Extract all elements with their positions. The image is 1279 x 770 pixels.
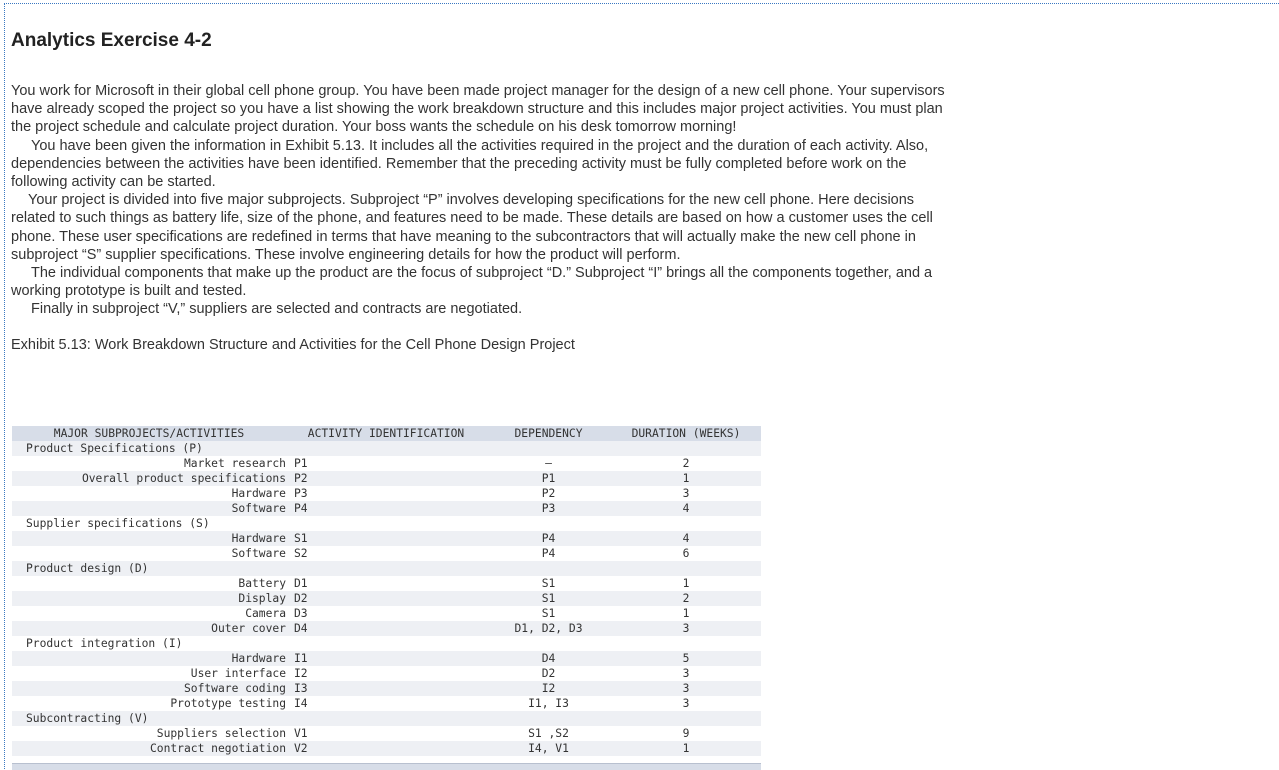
activity-dependency: D4: [486, 651, 611, 666]
subproject-label: Product integration (I): [26, 637, 183, 650]
paragraph: The individual components that make up the product are the focus of subproject “D.” Subproject “I” brings all the components together, and a working prototype is built and tested.: [11, 265, 933, 300]
activity-name: Hardware: [231, 487, 286, 500]
activity-duration: 3: [611, 621, 761, 636]
activity-dependency: S1: [541, 607, 556, 620]
activity-row: [12, 576, 761, 591]
activity-dependency: S1: [486, 591, 611, 606]
paragraph: You have been given the information in Exhibit 5.13. It includes all the activities required in the project and the duration of each activity. Also, dependencies between the activities have been identified. Remember that the preceding activity must be fully completed before work on the following activity can be started.: [11, 137, 929, 191]
activity-dependency: D2: [541, 667, 556, 680]
activity-name: User interface: [190, 667, 286, 680]
activity-id: S1: [286, 531, 486, 546]
activity-duration: 2: [682, 457, 690, 470]
activity-duration: 2: [611, 591, 761, 606]
activity-name: Overall product specifications: [12, 471, 286, 486]
wbs-table: [12, 426, 761, 756]
activity-dependency: P4: [486, 531, 611, 546]
activity-dependency: —: [545, 457, 552, 470]
activity-id: V1: [294, 727, 308, 740]
activity-id: P2: [286, 471, 486, 486]
activity-dependency: P4: [541, 547, 556, 560]
activity-name: Software coding: [12, 681, 286, 696]
activity-row: [12, 501, 761, 516]
subproject-row: [12, 561, 761, 576]
activity-id: D2: [286, 591, 486, 606]
exhibit-title: Exhibit 5.13: Work Breakdown Structure and Activities for the Cell Phone Design Project: [11, 336, 575, 353]
exercise-content: [11, 30, 951, 353]
activity-duration: 6: [682, 547, 690, 560]
activity-dependency: P2: [541, 487, 556, 500]
activity-dependency: I2: [486, 681, 611, 696]
activity-dependency: P1: [486, 471, 611, 486]
exercise-description: [11, 82, 951, 319]
subproject-row: [12, 711, 761, 726]
subproject-row: [12, 441, 761, 456]
activity-dependency: S1: [541, 577, 556, 590]
activity-duration: 3: [682, 667, 690, 680]
header-subprojects: MAJOR SUBPROJECTS/ACTIVITIES: [12, 426, 286, 441]
activity-duration: 3: [682, 487, 690, 500]
activity-name: Hardware: [12, 651, 286, 666]
activity-dependency: D1, D2, D3: [486, 621, 611, 636]
activity-name: Suppliers selection: [156, 727, 286, 740]
subproject-row: [12, 516, 761, 531]
activity-dependency: P3: [486, 501, 611, 516]
activity-name: Software: [12, 501, 286, 516]
activity-duration: 1: [682, 577, 690, 590]
activity-name: Software: [231, 547, 286, 560]
subproject-label: Subcontracting (V): [12, 711, 761, 726]
activity-id: P3: [294, 487, 308, 500]
activity-duration: 1: [611, 471, 761, 486]
activity-row: [12, 546, 761, 561]
activity-row: [12, 486, 761, 501]
activity-id: I3: [286, 681, 486, 696]
activity-dependency: S1 ,S2: [528, 727, 569, 740]
activity-id: I1: [286, 651, 486, 666]
activity-dependency: I1, I3: [528, 697, 569, 710]
wbs-table-body: [12, 441, 761, 756]
activity-row: [12, 621, 761, 636]
activity-row: [12, 726, 761, 741]
activity-duration: 5: [611, 651, 761, 666]
activity-duration: 9: [682, 727, 690, 740]
activity-id: D4: [286, 621, 486, 636]
page-title: Analytics Exercise 4-2: [11, 30, 212, 51]
activity-name: Battery: [238, 577, 286, 590]
activity-duration: 3: [682, 697, 690, 710]
activity-duration: 4: [611, 501, 761, 516]
activity-duration: 4: [611, 531, 761, 546]
activity-duration: 3: [611, 681, 761, 696]
paragraph: You work for Microsoft in their global cell phone group. You have been made project manager for the design of a new cell phone. Your supervisors have already scoped the project so you have a list showing the work breakdown structure and this includes major project activities. You must plan the project schedule and calculate project duration. Your boss wants the schedule on his desk tomorrow morning!: [11, 83, 945, 136]
activity-id: V2: [286, 741, 486, 756]
header-activity-id: ACTIVITY IDENTIFICATION: [286, 426, 486, 441]
activity-id: P4: [286, 501, 486, 516]
paragraph: Your project is divided into five major subprojects. Subproject “P” involves developing specifications for the new cell phone. Here decisions related to such things as battery life, size of the phone, and features need to be made. These details are based on how a customer uses the cell phone. These user specifications are redefined in terms that have meaning to the subcontractors that will actually make the new cell phone in subproject “S” supplier specifications. These involve engineering details for how the product will perform.: [11, 192, 933, 263]
activity-row: [12, 531, 761, 546]
activity-duration: 1: [611, 741, 761, 756]
activity-row: [12, 651, 761, 666]
activity-name: Display: [12, 591, 286, 606]
activity-name: Market research: [183, 457, 286, 470]
subproject-label: Supplier specifications (S): [26, 517, 210, 530]
activity-id: D3: [294, 607, 308, 620]
activity-id: I4: [294, 697, 308, 710]
activity-dependency: I4, V1: [486, 741, 611, 756]
activity-name: Camera: [245, 607, 286, 620]
activity-row: [12, 666, 761, 681]
activity-row: [12, 591, 761, 606]
header-duration: DURATION (WEEKS): [611, 426, 761, 441]
subproject-row: [12, 636, 761, 651]
activity-name: Outer cover: [12, 621, 286, 636]
activity-name: Contract negotiation: [12, 741, 286, 756]
activity-duration: 1: [682, 607, 690, 620]
subproject-label: Product design (D): [12, 561, 761, 576]
activity-name: Hardware: [12, 531, 286, 546]
activity-row: [12, 606, 761, 621]
subproject-label: Product Specifications (P): [12, 441, 761, 456]
activity-name: Prototype testing: [170, 697, 286, 710]
activity-id: P1: [294, 457, 308, 470]
activity-row: [12, 471, 761, 486]
paragraph: Finally in subproject “V,” suppliers are selected and contracts are negotiated.: [31, 301, 523, 318]
activity-row: [12, 696, 761, 711]
activity-row: [12, 456, 761, 471]
activity-row: [12, 741, 761, 756]
activity-id: I2: [294, 667, 308, 680]
table-header-row: [12, 426, 761, 441]
header-dependency: DEPENDENCY: [486, 426, 611, 441]
activity-row: [12, 681, 761, 696]
activity-id: D1: [294, 577, 308, 590]
activity-id: S2: [294, 547, 308, 560]
